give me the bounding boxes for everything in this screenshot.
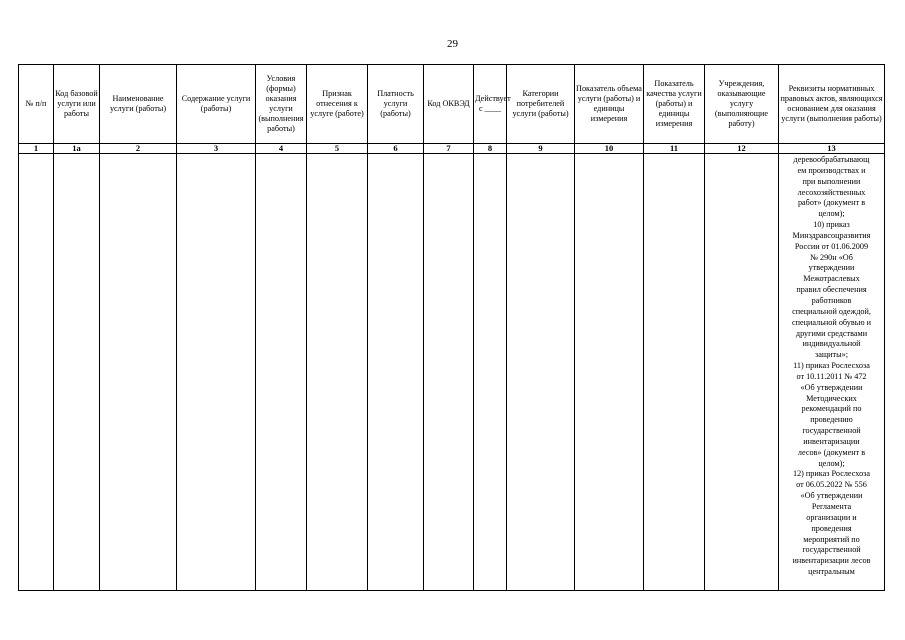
table-cell — [100, 154, 177, 591]
header-cell-payment: Платность услуги (работы) — [368, 65, 424, 144]
table-cell — [19, 154, 54, 591]
legal-acts-line: Методических — [806, 393, 857, 403]
column-number: 12 — [705, 144, 779, 154]
column-number: 7 — [424, 144, 474, 154]
column-number: 5 — [307, 144, 368, 154]
header-cell-row-number: № п/п — [19, 65, 54, 144]
legal-acts-line: работ» (документ в — [797, 198, 866, 208]
legal-acts-line: России от 01.06.2009 — [794, 241, 869, 251]
legal-acts-line: «Об утверждении — [800, 491, 863, 501]
legal-acts-line: индивидуальной — [802, 339, 861, 349]
column-number-row — [19, 144, 885, 154]
table-cell — [256, 154, 307, 591]
column-number: 1 — [19, 144, 54, 154]
services-registry-table — [18, 64, 885, 591]
column-number: 11 — [644, 144, 705, 154]
column-number: 3 — [177, 144, 256, 154]
legal-acts-line: Межотраслевых — [803, 274, 860, 284]
column-number: 8 — [474, 144, 507, 154]
legal-acts-line: работников — [811, 295, 852, 305]
table-cell — [368, 154, 424, 591]
legal-acts-line: другими средствами — [795, 328, 868, 338]
header-cell-conditions: Условия (формы) оказания услуги (выполнения работы) — [256, 65, 307, 144]
legal-acts-line: специальной одеждой, — [792, 306, 871, 316]
column-number: 13 — [779, 144, 885, 154]
legal-acts-line: государственной — [802, 426, 861, 436]
column-number: 2 — [100, 144, 177, 154]
legal-acts-line: инвентаризации лесов — [792, 556, 871, 566]
legal-acts-line: специальной обувью и — [791, 317, 872, 327]
legal-acts-line: проведению — [810, 415, 853, 425]
legal-acts-line: мероприятий по — [803, 534, 860, 544]
legal-acts-line: правил обеспечения — [796, 285, 867, 295]
legal-acts-text — [780, 154, 883, 578]
legal-acts-line: от 10.11.2011 № 472 — [796, 371, 867, 381]
header-cell-legal-acts: Реквизиты нормативных правовых актов, являющихся основанием для оказания услуги (выполнения работы) — [779, 65, 885, 144]
header-cell-volume-indicator: Показатель объема услуги (работы) и единицы измерения — [575, 65, 644, 144]
header-cell-base-code: Код базовой услуги или работы — [54, 65, 100, 144]
legal-acts-line: от 06.05.2022 № 556 — [796, 480, 867, 490]
legal-acts-line: «Об утверждении — [800, 382, 863, 392]
table-cell — [705, 154, 779, 591]
header-cell-quality-indicator: Показатель качества услуги (работы) и единицы измерения — [644, 65, 705, 144]
legal-acts-line: ем производствах и — [797, 165, 866, 175]
legal-acts-line: при выполнении — [802, 176, 861, 186]
header-row — [19, 65, 885, 144]
legal-acts-line: инвентаризации — [803, 436, 860, 446]
legal-acts-line: Минздравсоцразвития — [792, 230, 871, 240]
legal-acts-line: утверждении — [808, 263, 855, 273]
table-cell — [474, 154, 507, 591]
header-cell-consumer-categories: Категории потребителей услуги (работы) — [507, 65, 575, 144]
table-cell — [54, 154, 100, 591]
legal-acts-line: центральным — [808, 567, 855, 577]
legal-acts-line: 11) приказ Рослесхоза — [793, 361, 870, 371]
table-cell — [507, 154, 575, 591]
header-cell-service-name: Наименование услуги (работы) — [100, 65, 177, 144]
column-number: 6 — [368, 144, 424, 154]
legal-acts-line: государственной — [802, 545, 861, 555]
header-cell-institutions: Учреждения, оказывающие услугу (выполняющие работу) — [705, 65, 779, 144]
table-row — [19, 154, 885, 591]
column-number: 4 — [256, 144, 307, 154]
legal-acts-line: рекомендаций по — [801, 404, 862, 414]
table-cell — [177, 154, 256, 591]
column-number: 1а — [54, 144, 100, 154]
legal-acts-line: лесохозяйственных — [797, 187, 866, 197]
header-cell-okved: Код ОКВЭД — [424, 65, 474, 144]
page-number: 29 — [447, 38, 458, 50]
legal-acts-line: Регламента — [811, 502, 852, 511]
legal-acts-line: лесов» (документ в — [797, 447, 866, 457]
legal-acts-line: 10) приказ — [813, 220, 850, 230]
legal-acts-line: целом); — [818, 458, 845, 468]
legal-acts-line: № 290н «Об — [810, 252, 853, 262]
header-cell-service-content: Содержание услуги (работы) — [177, 65, 256, 144]
legal-acts-line: целом); — [818, 209, 845, 219]
table-cell — [424, 154, 474, 591]
legal-acts-line: защиты»; — [814, 350, 848, 360]
legal-acts-line: деревообрабатывающ — [793, 155, 870, 164]
table-cell — [644, 154, 705, 591]
legal-acts-line: организации и — [806, 512, 857, 522]
header-cell-effective-from: Действует с ____ — [474, 65, 507, 144]
header-cell-attribute: Признак отнесения к услуге (работе) — [307, 65, 368, 144]
legal-acts-line: 12) приказ Рослесхоза — [792, 469, 871, 479]
legal-acts-line: проведения — [811, 523, 852, 533]
legal-acts-cell — [779, 154, 885, 591]
table-cell — [307, 154, 368, 591]
table-cell — [575, 154, 644, 591]
column-number: 9 — [507, 144, 575, 154]
column-number: 10 — [575, 144, 644, 154]
